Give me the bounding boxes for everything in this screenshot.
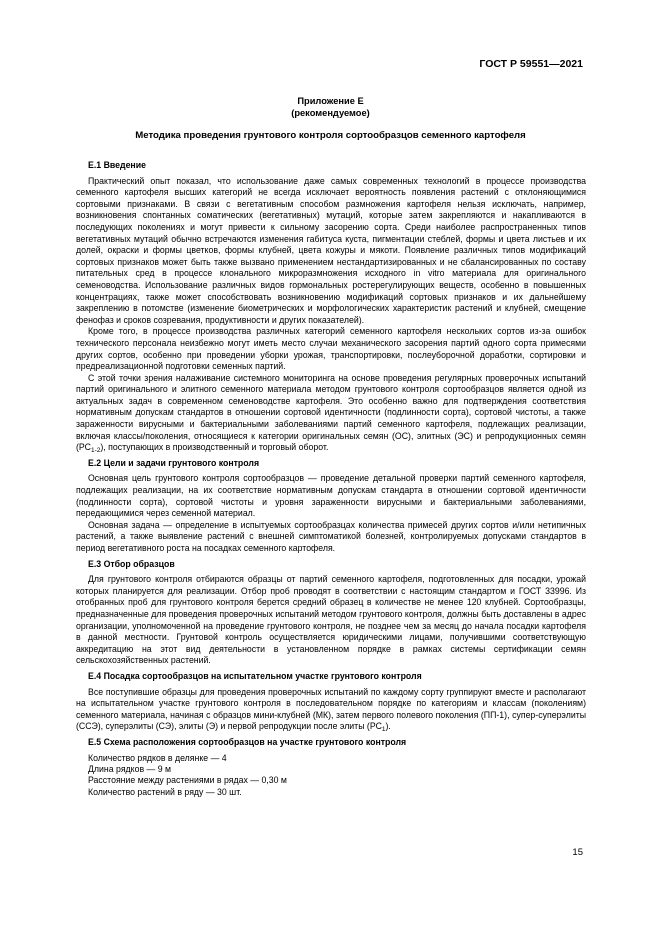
paragraph-text-end: ), поступающих в производственный и торговый оборот. [100,442,329,453]
paragraph-text: Все поступившие образцы для проведения проверочных испытаний по каждому сорту группируют вместе и располагают на испытательном участке грунтового контроля в последовательном порядке по категориям и классам (поколениям) семенного материала, начиная с образцов мини-клубней (МК), затем первого полевого поколения (ПП-1), супер-суперэлиты (ССЭ), суперэлиты (СЭ), элиты (Э) и первой репродукции после элиты (РС [76,686,586,732]
page-number: 15 [572,847,583,858]
subscript: 1-2 [90,447,101,455]
section-heading-e3: Е.3 Отбор образцов [88,558,175,569]
appendix-type: (рекомендуемое) [291,107,370,118]
section-heading-e4: Е.4 Посадка сортообразцов на испытательном участке грунтового контроля [88,670,422,681]
subscript: 1 [381,726,386,734]
scheme-line: Количество растений в ряду — 30 шт. [88,786,242,797]
section-heading-e1: Е.1 Введение [88,160,146,170]
paragraph-text: С этой точки зрения налаживание системного мониторинга на основе проведения регулярных проверочных испытаний партий оригинального и элитного семенного материала методом грунтового контроля сортообразцов является одной из актуальных задач в современном семеноводстве картофеля. Это особенно важно для подтверждения соответствия нормативным допускам стандартов в отношении сортовой идентичности (подлинности сорта), сортовой чистоты, а также зараженности вирусными и бактериальными заболеваниями партий семенного картофеля, подлежащих реализации, включая классы/поколения, относящиеся к категории оригинальных семян (ОС), элитных (ЭС) и репродукционных семян (РС [76,372,586,453]
document-title: Методика проведения грунтового контроля сортообразцов семенного картофеля [135,130,526,141]
paragraph-text-end: ). [385,721,391,732]
paragraph: Кроме того, в процессе производства различных категорий семенного картофеля нескольких сортов из-за ошибок технического персонала неизбежно могут иметь место случаи механического засорения партий одного сорта примесями других сортов, особенно при проведении уборки урожая, транспортировки, послеуборочной доработки, сортировки и предреализационной подготовки семенных партий. [76,326,586,372]
paragraph: Основная задача — определение в испытуемых сортообразцах количества примесей других сортов и/или нетипичных растений, а также выявление растений с внешней симптоматикой болезней, контролируемых допусками стандартов в период вегетативного роста на посадках семенного картофеля. [76,519,586,553]
paragraph: Для грунтового контроля отбираются образцы от партий семенного картофеля, подготовленных для посадки, урожай которых планируется для реализации. Отбор проб проводят в соответствии с настоящим стандартом и ГОСТ 33996. Из отобранных проб для грунтового контроля берется средний образец в количестве не менее 120 клубней. Сортообразцы, предназначенные для проведения проверочных испытаний методом грунтового контроля, должны быть доставлены в адрес организации, уполномоченной на проведение грунтового контроля, не позднее чем за месяц до начала посадки картофеля в данной местности. Грунтовой контроль осуществляется юридическими лицами, получившими соответствующую аккредитацию на этот вид деятельности в установленном порядке в рамках системы сертификации семян сельскохозяйственных растений. [76,574,586,666]
appendix-label: Приложение Е [297,96,364,106]
paragraph [76,687,586,733]
paragraph: Основная цель грунтового контроля сортообразцов — проведение детальной проверки партий семенного картофеля, подлежащих реализации, на их соответствие нормативным допускам стандарта в отношении сортовой идентичности (подлинности сорта), сортовой чистоты и уровня зараженности вирусными и бактериальными заболеваниями, передающимися через семенной материал. [76,473,586,519]
scheme-line: Длина рядков — 9 м [88,763,172,774]
paragraph [76,373,586,454]
scheme-line: Количество рядков в делянке — 4 [88,752,227,763]
paragraph: Практический опыт показал, что использование даже самых современных технологий в процессе производства семенного картофеля высших категорий не всегда исключает вероятность появления растений с отклоняющимися сортовыми признаками. В связи с вегетативным способом размножения картофеля нельзя исключать, например, возникновения спонтанных соматических (вегетативных) мутаций, которые затем закрепляются и накапливаются в последующих поколениях и могут привести к сильному засорению сорта. Среди наиболее распространенных типов вегетативных мутаций обычно встречаются изменения габитуса куста, пигментации стеблей, формы и цвета листьев и их долей, окраски и формы цветков, формы клубней, цвета кожуры и мякоти. Появление различных типов модификаций сортовых признаков может быть также вызвано применением нестандартизированных и не сбалансированных по составу питательных сред в процессе клонального микроразмножения исходного in vitro материала для оригинального семеноводства. Использование различных видов гормональных ростерегулирующих веществ, особенно в повышенных концентрациях, также может способствовать возникновению модификаций сортовых признаков и их дальнейшему закреплению в потомстве (изменение биометрических и морфологических характеристик растений и клубней, смещение фенофаз и сроков созревания, продуктивности и других показателей). [76,175,586,325]
document-body [76,160,586,798]
scheme-line: Расстояние между растениями в рядах — 0,30 м [88,775,287,786]
section-heading-e5: Е.5 Схема расположения сортообразцов на участке грунтового контроля [88,736,407,747]
appendix-header [0,96,661,119]
standard-number: ГОСТ Р 59551—2021 [479,58,583,70]
section-heading-e2: Е.2 Цели и задачи грунтового контроля [88,457,260,468]
